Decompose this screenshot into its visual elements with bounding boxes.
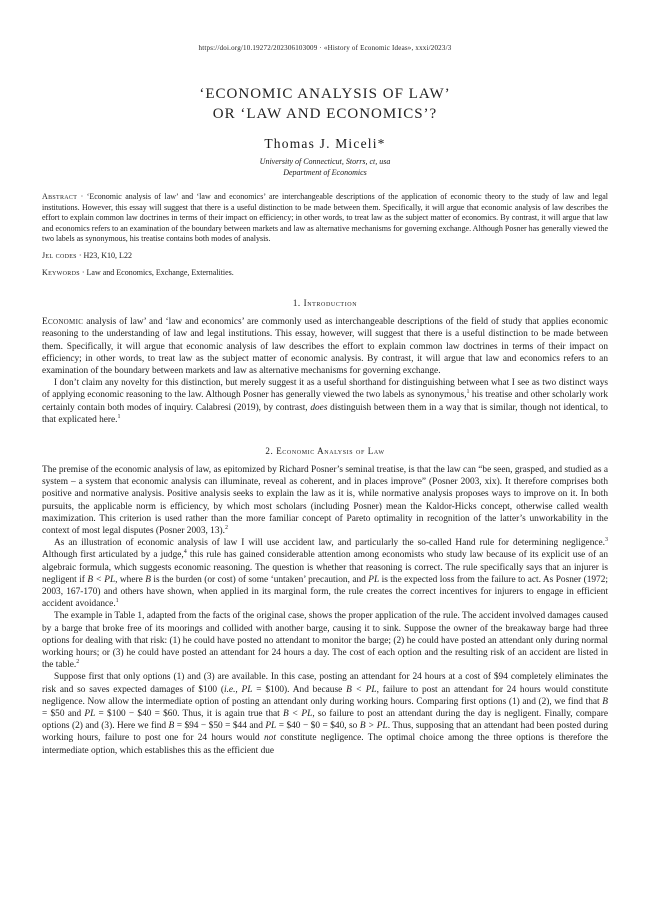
sec2-p4-a: Suppose first that only options (1) and (3) are available. In this case, posting an attendant for 24 hours at a cost of $94 completely eliminates the risk and so saves expected damages of $100 (	[42, 672, 608, 695]
sec2-p1-text: The premise of the economic analysis of law, as epitomized by Richard Posner’s seminal treatise, is that the law can “be seen, grasped, and studied as a system – a system that economic analysis can illuminate, reveal as coherent, and in places improve” (Posner 2003, xix). It therefore comprises both positive and normative analysis. Positive analysis seeks to explain the law as it is, while normative analysis proposes ways to improve on it. In both pursuits, the applicable norm is efficiency, by which most scholars (including Posner) mean the Kaldor-Hicks concept, otherwise called wealth maximization. This criterion is used rather than the more familiar concept of Pareto optimality in recognition of the latter’s unworkability in the context of most legal disputes (Posner 2003, 13).	[42, 464, 608, 536]
sec2-paragraph-2	[42, 537, 608, 610]
paper-page	[42, 0, 608, 757]
footnote-ref[interactable]: 2	[76, 659, 80, 666]
sec2-p4-e: = $100 − $40 = $60. Thus, it is again true that	[95, 709, 283, 720]
abstract-text: ‘Economic analysis of law’ and ‘law and economics’ are interchangeable descriptions of the application of economic theory to the study of law and legal institutions. However, this essay will suggest that there is a useful distinction to be made between them. Specifically, it will argue that economic analysis of law describes the effort to explain common law doctrines in terms of their impact on efficiency; in other words, to treat law as the subject matter of economics. By contrast, it will argue that law and economics refers to an examination of the boundary between markets and law as alternative mechanisms for governing exchange. Although Posner has generally viewed the two labels as synonymous, his treatise contains both modes of analysis.	[42, 192, 609, 244]
formula-pl: PL	[368, 574, 380, 585]
keywords	[42, 268, 608, 279]
sec2-p2-b: Although first articulated by a judge,	[42, 550, 184, 561]
sec2-p4-b: = $100). And because	[252, 684, 347, 695]
sec2-p3-text: The example in Table 1, adapted from the facts of the original case, shows the proper application of the rule. The accident involved damages caused by a barge that broke free of its moorings and collided with another barge, causing it to sink. Suppose the owner of the breakaway barge had three options for dealing with that risk: (1) he could have posted no attendant to monitor the barge; (2) he could have posted an attendant only during normal working hours; or (3) he could have posted an attendant for 24 hours a day. The cost of each option and the resulting risk of an accident are listed in the table.	[42, 611, 608, 671]
intro-first-word: Economic	[42, 317, 84, 328]
footnote-ref[interactable]: 1	[117, 413, 121, 420]
running-head: https://doi.org/10.19272/202306103009 · «History of Economic Ideas», xxxi/2023/3	[198, 44, 452, 52]
jel-label: Jel codes	[42, 250, 77, 260]
sec2-p4-i: . Thus, supposing that an attendant had been posted during working hours, failure to post one for 24 hours would	[42, 721, 608, 744]
keywords-label: Keywords	[42, 267, 80, 277]
jel-codes	[42, 251, 608, 262]
intro-p2-c: distinguish between them in a way that is similar, though not identical, to that explicated here.	[42, 402, 608, 425]
affiliation-department: Department of Economics	[283, 168, 367, 177]
formula-b-lt-pl: B < PL	[87, 574, 116, 585]
formula-b-lt-pl: B < PL	[282, 709, 313, 720]
emphasis-not: not	[264, 733, 276, 744]
sec2-paragraph-1	[42, 464, 608, 537]
sec2-p4-d: = $50 and	[42, 709, 85, 720]
jel-text: H23, K10, L22	[83, 250, 132, 260]
intro-p1-text: analysis of law’ and ‘law and economics’ are commonly used as interchangeable descriptions of the field of study that applies economic reasoning to the understanding of law and legal institutions. This essay, however, will suggest that there is a useful distinction to be made between them. Specifically, it will argue that economic analysis of law describes the effort to explain common law doctrines in terms of their impact on efficiency; in other words, to treat law as the subject matter of economic analysis. By contrast, it will argue that law and economics refers to an examination of the boundary between markets and law as alternative mechanisms for governing exchange.	[42, 317, 608, 376]
sec2-p2-e: is the burden (or cost) of some ‘untaken’ precaution, and	[150, 574, 369, 585]
title-line-2: OR ‘LAW AND ECONOMICS’?	[212, 106, 438, 122]
sec2-p2-a: As an illustration of economic analysis of law I will use accident law, and particularly the so-called Hand rule for determining negligence.	[54, 538, 605, 549]
formula-b-gt-pl: B > PL	[359, 721, 388, 732]
abstract	[42, 192, 608, 245]
sec2-p2-c: this rule has gained considerable attention among economists who study law because of its explicit use of an algebraic formula, which suggests economic reasoning. The question is whether that reasoning is correct. The rule specifically says that an injurer is negligent if	[42, 550, 608, 585]
jel-sep: ·	[76, 250, 84, 260]
sec2-p4-c: , failure to post an attendant for 24 hours would constitute negligence. Now allow the intermediate option of posting an attendant only during working hours. Comparing first options (1) and (2), we find that	[42, 684, 609, 707]
sec2-p4-g: = $94 − $50 = $44 and	[174, 721, 266, 732]
formula-ie-pl: i.e., PL	[224, 684, 253, 695]
sec2-p2-d: , where	[115, 574, 146, 585]
sec2-p4-f: , so failure to post an attendant during the day is negligent. Finally, compare options (2) and (3). Here we find	[42, 709, 609, 732]
section-2-title: 2. Economic Analysis of Law	[265, 445, 385, 456]
keywords-sep: ·	[79, 267, 87, 277]
formula-b-lt-pl: B < PL	[346, 684, 377, 695]
sec2-p2-f: is the expected loss from the failure to act. As Posner (1972; 2003, 167-170) and others have shown, when applied in its marginal form, the rule creates the correct incentives for injurers to engage in efficient accident avoidance.	[42, 574, 608, 610]
article-title	[42, 84, 608, 124]
formula-pl: PL	[84, 709, 96, 720]
sec2-p4-j: constitute negligence. The optimal choice among the three options is therefore the intermediate option, which establishes this as the efficient due	[42, 733, 608, 756]
section-1-title: 1. Introduction	[292, 298, 358, 309]
abstract-label: Abstract	[42, 192, 78, 201]
intro-paragraph-1	[42, 316, 608, 377]
author-name: Thomas J. Miceli*	[264, 136, 386, 151]
formula-b: B	[168, 721, 175, 732]
formula-b: B	[145, 574, 151, 585]
intro-p2-a: I don’t claim any novelty for this distinction, but merely suggest it as a useful shorthand for distinguishing between what I see as two distinct ways of applying economic reasoning to the law. Although Posner has generally viewed the two labels as synonymous,	[42, 378, 608, 401]
intro-p2-b: his treatise and other scholarly work certainly contain both modes of inquiry. Calabresi (2019), by contrast,	[42, 390, 608, 413]
keywords-text: Law and Economics, Exchange, Externalities.	[86, 267, 234, 277]
intro-paragraph-2	[42, 377, 608, 426]
intro-p2-emphasis: does	[310, 402, 328, 413]
sec2-paragraph-3	[42, 610, 608, 671]
footnote-ref[interactable]: 4	[183, 549, 187, 556]
footnote-ref[interactable]: 3	[605, 537, 608, 544]
affiliation-university: University of Connecticut, Storrs, ct, usa	[259, 157, 391, 166]
formula-pl: PL	[265, 721, 277, 732]
sec2-paragraph-4	[42, 671, 608, 756]
sec2-p4-h: = $40 − $0 = $40, so	[276, 721, 360, 732]
abstract-sep: ·	[77, 192, 87, 201]
formula-b: B	[602, 696, 608, 707]
affiliation	[42, 156, 608, 178]
footnote-ref[interactable]: 1	[466, 389, 470, 396]
footnote-ref[interactable]: 1	[115, 598, 119, 605]
footnote-ref[interactable]: 2	[224, 524, 228, 531]
title-line-1: ‘ECONOMIC ANALYSIS OF LAW’	[199, 86, 451, 102]
